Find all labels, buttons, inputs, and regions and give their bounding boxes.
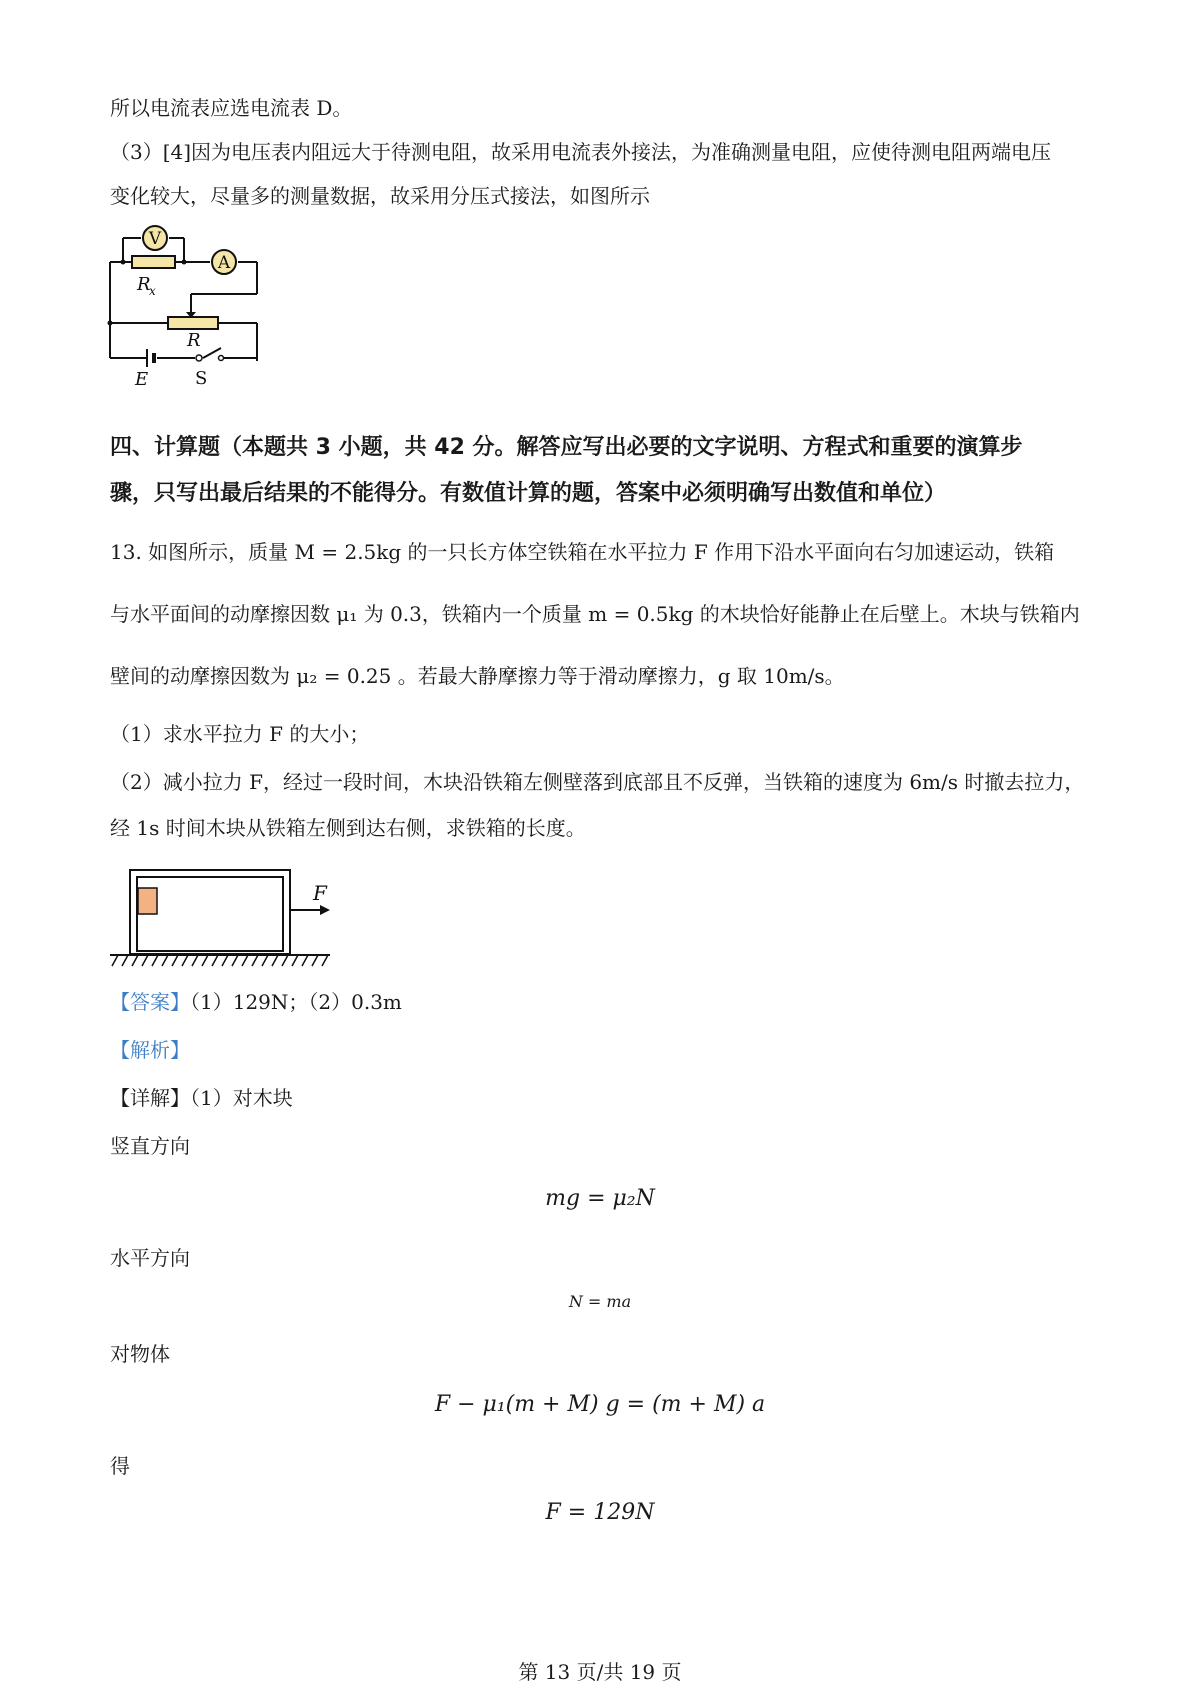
rx-label: R xyxy=(137,274,151,295)
rx-subscript: x xyxy=(149,284,156,298)
answer-line xyxy=(110,988,402,1016)
question-line: 13. 如图所示，质量 M = 2.5kg 的一只长方体空铁箱在水平拉力 F 作用下沿水平面向右匀加速运动，铁箱 xyxy=(110,540,1055,564)
question-line: （1）求水平拉力 F 的大小； xyxy=(110,722,370,746)
equation-1: mg = μ₂N xyxy=(545,1186,655,1211)
text-line: 对物体 xyxy=(110,1342,170,1366)
voltmeter-label: V xyxy=(148,229,162,249)
text-line: 竖直方向 xyxy=(110,1134,190,1158)
iron-box-diagram xyxy=(108,860,334,972)
section-heading-cont: 骤，只写出最后结果的不能得分。有数值计算的题，答案中必须明确写出数值和单位） xyxy=(110,481,947,506)
equation-2: N = ma xyxy=(568,1292,632,1311)
question-line: 壁间的动摩擦因数为 μ₂ = 0.25 。若最大静摩擦力等于滑动摩擦力，g 取 10m/s。 xyxy=(110,664,845,688)
question-line: 与水平面间的动摩擦因数 μ₁ 为 0.3，铁箱内一个质量 m = 0.5kg 的木块恰好能静止在后壁上。木块与铁箱内 xyxy=(110,602,1080,626)
force-label: F xyxy=(313,881,327,905)
answer-tag: 【答案】 xyxy=(110,990,190,1014)
question-line: 经 1s 时间木块从铁箱左侧到达右侧，求铁箱的长度。 xyxy=(110,816,586,840)
analysis-tag: 【解析】 xyxy=(110,1038,190,1062)
battery-label: E xyxy=(135,369,149,390)
force-arrow-icon xyxy=(320,905,330,915)
switch-label: S xyxy=(195,368,208,389)
question-line: （2）减小拉力 F，经过一段时间，木块沿铁箱左侧壁落到底部且不反弹，当铁箱的速度为 6m/s 时撤去拉力， xyxy=(110,770,1085,794)
page-footer: 第 13 页/共 19 页 xyxy=(518,1660,682,1684)
rx-resistor xyxy=(132,256,175,268)
ground-hatching xyxy=(112,955,328,966)
text-line: 得 xyxy=(110,1454,130,1478)
equation-3: F − μ₁(m + M) g = (m + M) a xyxy=(434,1392,766,1417)
text-line: 变化较大，尽量多的测量数据，故采用分压式接法，如图所示 xyxy=(110,184,650,208)
answer-text: （1）129N；（2）0.3m xyxy=(190,990,402,1014)
detail-line: 【详解】（1）对木块 xyxy=(110,1086,293,1110)
rheostat-label: R xyxy=(187,330,201,351)
equation-4: F = 129N xyxy=(545,1500,655,1525)
wood-block xyxy=(138,888,157,914)
ammeter-label: A xyxy=(217,253,231,273)
text-line: 水平方向 xyxy=(110,1246,190,1270)
text-line: 所以电流表应选电流表 D。 xyxy=(110,96,353,120)
section-heading: 四、计算题（本题共 3 小题，共 42 分。解答应写出必要的文字说明、方程式和重要的演算步 xyxy=(110,435,1023,460)
rheostat xyxy=(168,317,218,329)
text-line: （3）[4]因为电压表内阻远大于待测电阻，故采用电流表外接法，为准确测量电阻，应使待测电阻两端电压 xyxy=(110,140,1052,164)
circuit-diagram xyxy=(95,218,285,390)
